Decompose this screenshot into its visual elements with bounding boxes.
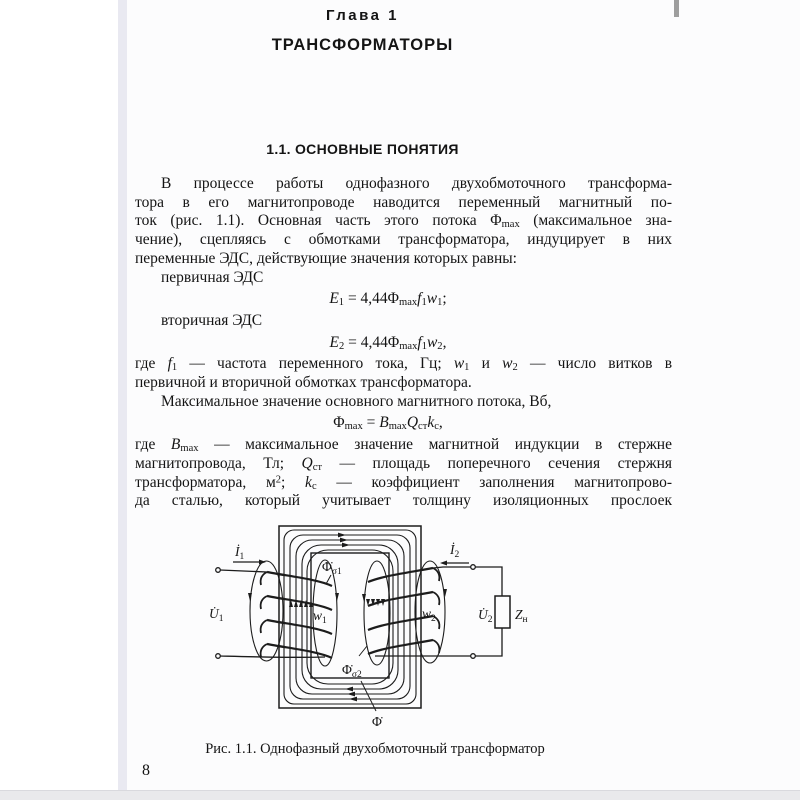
load-resistor: [495, 596, 510, 628]
label-secondary-voltage: $U̇_2$: [478, 607, 493, 625]
body-line: первичная ЭДС: [161, 268, 264, 286]
equation-secondary-emf: $E_2 = 4,44\Phi_{max}f_1w_2$,: [329, 333, 447, 352]
body-line: вторичная ЭДС: [161, 311, 263, 329]
body-line: да сталью, который учитывает толщину изоляционных прослоек: [135, 492, 672, 510]
label-load-impedance: $Z_н$: [515, 607, 528, 625]
core-outline: [279, 526, 421, 708]
scan-artifact-mark: [674, 0, 679, 17]
label-secondary-turns: $w_2$: [422, 606, 436, 624]
page-left-edge-shadow: [118, 0, 127, 790]
body-line: чение), сцепляясь с обмотками трансформатора, индуцирует в них: [135, 231, 672, 249]
label-primary-voltage: $U̇_1$: [209, 606, 224, 624]
label-leakage-flux-2: $\Phi̇_{\sigma 2}$: [342, 662, 362, 680]
body-line: В процессе работы однофазного двухобмоточного трансформа-: [161, 175, 672, 192]
equation-max-flux: $\Phi_{max} = B_{max}Q_{ст}k_с$,: [333, 414, 443, 433]
chapter-heading: Глава 1: [325, 7, 399, 24]
body-line: переменные ЭДС, действующие значения которых равны:: [135, 249, 517, 267]
label-secondary-current: $İ_2$: [450, 542, 460, 560]
section-heading: 1.1. ОСНОВНЫЕ ПОНЯТИЯ: [266, 141, 459, 157]
equation-primary-emf: $E_1 = 4,44\Phi_{max}f_1w_1$;: [329, 290, 447, 309]
figure-transformer-diagram: [185, 523, 610, 735]
body-line: где $f_1$ — частота переменного тока, Гц; $w_1$ и $w_2$ — число витков в: [135, 355, 673, 374]
body-line: первичной и вторичной обмотках трансформатора.: [135, 374, 472, 392]
book-title: ТРАНСФОРМАТОРЫ: [271, 36, 454, 54]
label-primary-turns: $w_1$: [313, 608, 327, 626]
figure-caption: Рис. 1.1. Однофазный двухобмоточный трансформатор: [205, 741, 545, 757]
body-line: где $B_{max}$ — максимальное значение магнитной индукции в стержне: [135, 436, 672, 455]
label-main-flux: Φ̇: [372, 714, 382, 729]
page-number: 8: [142, 762, 150, 779]
body-line: тора в его магнитопроводе наводится переменный магнитный по-: [135, 193, 672, 211]
page-bottom-edge-shadow: [0, 790, 800, 800]
primary-terminals: [216, 560, 325, 659]
body-line: Максимальное значение основного магнитного потока, Вб,: [161, 392, 552, 410]
label-leakage-flux-1: $\Phi̇_{\sigma 1}$: [322, 559, 342, 577]
body-line: ток (рис. 1.1). Основная часть этого потока $\Phi_{max}$ (максимальное зна-: [135, 212, 672, 231]
body-line: трансформатора, $м^2$; $k_с$ — коэффициент заполнения магнитопрово-: [135, 473, 672, 492]
label-primary-current: $İ_1$: [235, 544, 245, 562]
body-text: [135, 175, 672, 511]
body-line: магнитопровода, Тл; $Q_{ст}$ — площадь поперечного сечения стержня: [135, 454, 672, 473]
